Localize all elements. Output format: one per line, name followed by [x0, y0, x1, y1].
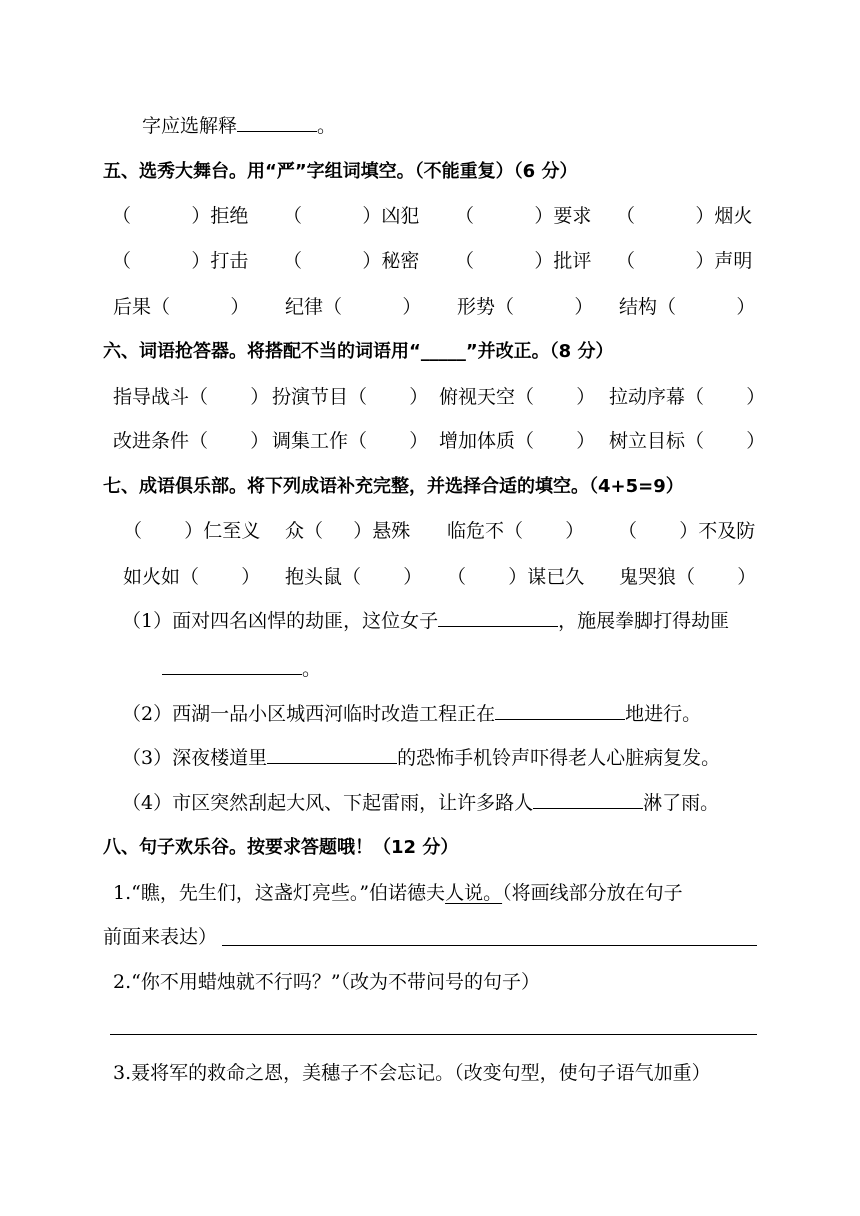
q1-text-b: ，施展拳脚打得劫匪: [558, 610, 730, 632]
s7-question-3: [122, 745, 720, 771]
s6-item: 指导战斗（ ）: [113, 386, 270, 408]
s8-question-1: [113, 880, 683, 906]
s7-idiom: （ ）不及防: [618, 520, 756, 542]
s5-item: （ ）烟火: [616, 205, 753, 227]
s8-question-2: 2.“你不用蜡烛就不行吗？”（改为不带问号的句子）: [113, 971, 541, 993]
s5-item: （ ）凶犯: [283, 205, 420, 227]
s5-item: 形势（ ）: [457, 296, 594, 318]
s6-item: 树立目标（ ）: [609, 430, 766, 452]
s5-item: 后果（ ）: [113, 296, 250, 318]
answer-blank[interactable]: [533, 790, 643, 809]
section-5-heading: 五、选秀大舞台。用“严”字组词填空。（不能重复）（6 分）: [103, 161, 578, 182]
q2-text-a: （2）西湖一品小区城西河临时改造工程正在: [122, 703, 496, 725]
answer-line[interactable]: [222, 945, 757, 946]
q3-text-a: （3）深夜楼道里: [122, 747, 268, 769]
s6-item: 调集工作（ ）: [272, 430, 429, 452]
s5-item: （ ）秘密: [283, 250, 420, 272]
s7-idiom: 鬼哭狼（ ）: [619, 566, 757, 588]
q1-end: 。: [302, 658, 322, 680]
s7-idiom: 如火如（ ）: [123, 566, 261, 588]
q2-text-b: 地进行。: [625, 703, 702, 725]
s7-idiom: 临危不（ ）: [447, 520, 585, 542]
s8-question-1-cont: 前面来表达）: [103, 926, 218, 948]
answer-blank[interactable]: [438, 608, 558, 627]
s6-item: 改进条件（ ）: [113, 430, 270, 452]
s8-question-3: 3.聂将军的救命之恩，美穗子不会忘记。（改变句型，使句子语气加重）: [113, 1062, 711, 1084]
section-8-heading: 八、句子欢乐谷。按要求答题哦！（12 分）: [103, 837, 459, 858]
s7-question-1: [122, 608, 729, 634]
q1-text-a: （1）面对四名凶悍的劫匪，这位女子: [122, 610, 439, 632]
s5-item: （ ）要求: [455, 205, 592, 227]
carry-line: [142, 113, 336, 139]
q4-text-b: 淋了雨。: [643, 792, 720, 814]
s5-item: 纪律（ ）: [285, 296, 422, 318]
s6-item: 增加体质（ ）: [439, 430, 596, 452]
q1-post: （将画线部分放在句子: [502, 882, 683, 904]
s5-item: （ ）声明: [616, 250, 753, 272]
answer-blank[interactable]: [162, 656, 302, 675]
carry-line-text: 字应选解释: [142, 115, 238, 137]
s7-question-4: [122, 790, 719, 816]
s5-item: （ ）批评: [455, 250, 592, 272]
section-6-heading: 六、词语抢答器。将搭配不当的词语用“_____”并改正。（8 分）: [103, 341, 614, 362]
s7-idiom: （ ）仁至义: [123, 520, 261, 542]
s5-item: （ ）打击: [112, 250, 249, 272]
answer-blank[interactable]: [495, 701, 625, 720]
s7-idiom: （ ）谋已久: [447, 566, 585, 588]
answer-line[interactable]: [110, 1034, 757, 1035]
s7-question-2: [122, 701, 701, 727]
answer-blank[interactable]: [237, 113, 317, 132]
q4-text-a: （4）市区突然刮起大风、下起雷雨，让许多路人: [122, 792, 534, 814]
s5-item: 结构（ ）: [619, 296, 756, 318]
s7-question-1-cont: [162, 656, 321, 682]
answer-blank[interactable]: [267, 745, 397, 764]
section-7-heading: 七、成语俱乐部。将下列成语补充完整，并选择合适的填空。（4+5=9）: [103, 476, 684, 497]
s7-idiom: 抱头鼠（ ）: [285, 566, 423, 588]
q3-text-b: 的恐怖手机铃声吓得老人心脏病复发。: [397, 747, 721, 769]
s7-idiom: 众（ ）悬殊: [285, 520, 411, 542]
q1-pre: 1.“瞧，先生们，这盏灯亮些。”伯诺德夫: [113, 882, 446, 904]
s6-item: 拉动序幕（ ）: [609, 386, 766, 408]
s6-item: 扮演节目（ ）: [272, 386, 429, 408]
s5-item: （ ）拒绝: [112, 205, 249, 227]
underlined-phrase: 人说。: [445, 882, 503, 904]
s6-item: 俯视天空（ ）: [439, 386, 596, 408]
carry-line-end: 。: [317, 115, 337, 137]
